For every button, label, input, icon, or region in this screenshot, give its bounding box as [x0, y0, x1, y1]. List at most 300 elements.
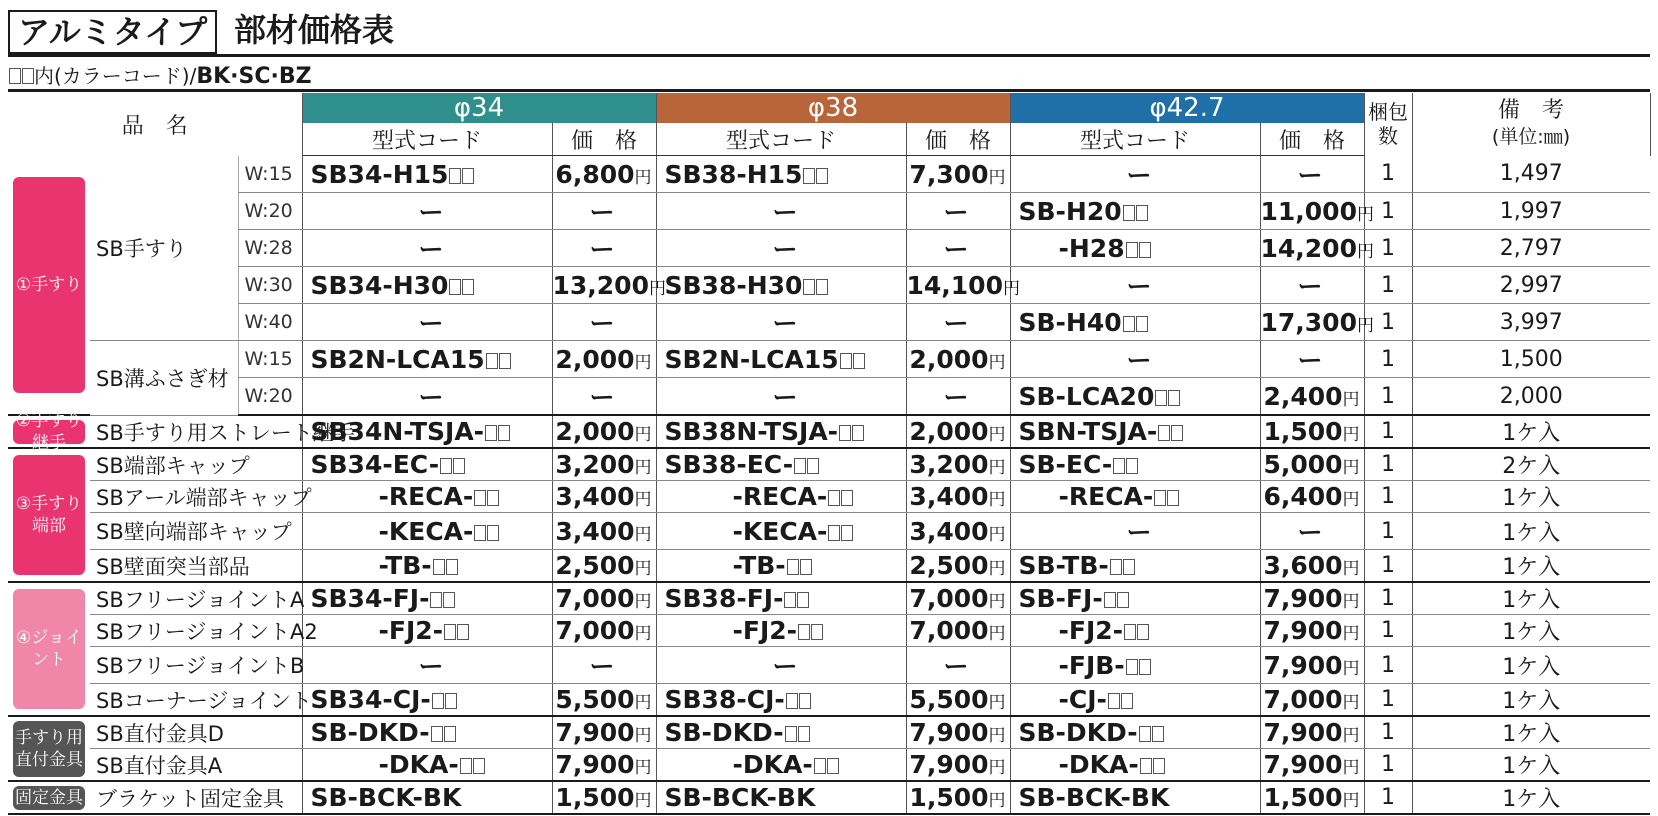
- price-value: 7,900: [555, 718, 635, 747]
- color-placeholder-box: [798, 726, 810, 742]
- model-code-text: SB-LCA20: [1018, 381, 1155, 411]
- category-label-c3: ③手すり端部: [13, 455, 85, 575]
- notes: 1ケ入: [1412, 781, 1650, 814]
- color-code-note: [8, 63, 312, 90]
- model-code-text: -TB-: [378, 551, 432, 580]
- price-42: [1260, 513, 1364, 550]
- model-code-34: [302, 304, 552, 341]
- pack-qty: 1: [1364, 781, 1412, 814]
- pack-qty: 1: [1364, 156, 1412, 193]
- model-code-42: [1010, 749, 1260, 782]
- color-placeholder-box: [487, 490, 499, 506]
- model-code-text: SB-BCK-BK: [310, 783, 462, 812]
- model-code-34: [302, 513, 552, 550]
- price-34: [552, 415, 656, 448]
- color-placeholder-box: [1139, 242, 1151, 258]
- color-placeholder-box: [816, 168, 828, 184]
- price-value: 2,500: [909, 551, 989, 580]
- model-code-text: -RECA-: [378, 482, 474, 511]
- color-placeholder-box: [787, 559, 799, 575]
- width-label: W:15: [238, 156, 302, 193]
- item-name: SB端部キャップ: [90, 448, 302, 481]
- width-label: W:28: [238, 230, 302, 267]
- price-42: [1260, 716, 1364, 749]
- yen-unit: 円: [1342, 726, 1360, 746]
- color-placeholder-box: [811, 624, 823, 640]
- model-code-42: [1010, 615, 1260, 647]
- category-label-c2: ②手すり継手: [13, 420, 85, 444]
- price-38: [906, 156, 1010, 193]
- color-placeholder-box: [1124, 624, 1136, 640]
- notes: 1ケ入: [1412, 550, 1650, 583]
- table-row: [8, 684, 1650, 717]
- price-34: [552, 341, 656, 378]
- notes: 1ケ入: [1412, 716, 1650, 749]
- price-38: [906, 415, 1010, 448]
- model-code-34: [302, 684, 552, 717]
- header-price-42: 価 格: [1260, 124, 1364, 156]
- yen-unit: 円: [988, 167, 1006, 188]
- model-code-text: SB34-H30: [310, 270, 449, 300]
- model-code-text: -KECA-: [732, 516, 828, 546]
- header-code-42: 型式コード: [1010, 124, 1260, 156]
- price-value: ー: [589, 383, 615, 412]
- price-value: ー: [1297, 272, 1323, 301]
- price-value: 7,300: [909, 159, 989, 189]
- yen-unit: 円: [648, 278, 666, 299]
- color-placeholder-box: [1155, 390, 1167, 406]
- yen-unit: 円: [1342, 425, 1360, 445]
- model-code-38: [656, 582, 906, 615]
- item-name: SBフリージョイントB: [90, 647, 302, 684]
- price-value: 7,900: [909, 718, 989, 747]
- model-code-text: ー: [772, 309, 798, 338]
- yen-unit: 円: [1342, 559, 1360, 579]
- model-code-34: [302, 193, 552, 230]
- yen-unit: 円: [1342, 490, 1360, 510]
- color-placeholder-box: [807, 458, 819, 474]
- model-code-text: ー: [418, 652, 444, 681]
- color-placeholder-box: [800, 559, 812, 575]
- price-38: [906, 684, 1010, 717]
- color-placeholder-box: [1113, 458, 1125, 474]
- price-value: 3,400: [909, 482, 989, 511]
- model-code-text: ー: [1126, 346, 1152, 375]
- notes: 2,797: [1412, 230, 1650, 267]
- price-value: ー: [943, 383, 969, 412]
- price-34: [552, 267, 666, 304]
- category-cell: [8, 781, 90, 814]
- model-code-34: [302, 156, 552, 193]
- color-placeholder-box: [853, 353, 865, 369]
- model-code-42: [1010, 341, 1260, 378]
- price-value: 2,000: [909, 417, 989, 446]
- model-code-text: SB34-EC-: [310, 450, 440, 479]
- price-38: [906, 716, 1010, 749]
- model-code-text: SB38-FJ-: [664, 584, 784, 613]
- color-codes: BK·SC·BZ: [196, 64, 312, 89]
- price-42: [1260, 582, 1364, 615]
- notes: 1ケ入: [1412, 647, 1650, 684]
- price-value: ー: [943, 309, 969, 338]
- item-name: SBフリージョイントA: [90, 582, 302, 615]
- color-placeholder-box: [498, 425, 510, 441]
- pack-qty: 1: [1364, 481, 1412, 513]
- model-code-42: [1010, 684, 1260, 717]
- color-placeholder-box: [839, 425, 851, 441]
- model-code-34: [302, 448, 552, 481]
- yen-unit: 円: [634, 352, 652, 373]
- model-code-42: [1010, 481, 1260, 513]
- yen-unit: 円: [634, 592, 652, 612]
- header-pack: 梱包数: [1364, 93, 1412, 156]
- model-code-text: SB34-H15: [310, 159, 449, 189]
- table-row: [8, 647, 1650, 684]
- category-cell: [8, 716, 90, 781]
- price-34: [552, 193, 656, 230]
- category-cell: [8, 156, 90, 416]
- header-notes-label: 備 考: [1498, 98, 1565, 124]
- price-34: [552, 749, 656, 782]
- price-value: 7,000: [909, 616, 989, 645]
- model-code-text: ー: [772, 383, 798, 412]
- price-42: [1260, 684, 1364, 717]
- price-42: [1260, 647, 1364, 684]
- price-38: [906, 378, 1010, 416]
- model-code-text: SB-TB-: [1018, 551, 1109, 580]
- table-row: [8, 415, 1650, 448]
- header-code-34: 型式コード: [302, 124, 552, 156]
- price-value: 17,300: [1260, 307, 1357, 337]
- color-placeholder-box: [444, 726, 456, 742]
- color-placeholder-box: [1153, 758, 1165, 774]
- model-code-34: [302, 716, 552, 749]
- color-placeholder-box: [841, 490, 853, 506]
- price-value: 2,000: [555, 344, 635, 374]
- page-title: 部材価格表: [234, 11, 395, 49]
- category-label-c1: ①手すり: [13, 177, 85, 393]
- model-code-42: [1010, 378, 1260, 416]
- price-38: [906, 481, 1010, 513]
- model-code-text: ー: [418, 309, 444, 338]
- notes: 1,997: [1412, 193, 1650, 230]
- model-code-text: ー: [1126, 518, 1152, 547]
- model-code-text: -DKA-: [378, 750, 459, 779]
- table-row: [8, 481, 1650, 513]
- model-code-34: [302, 582, 552, 615]
- pack-qty: 1: [1364, 415, 1412, 448]
- header-diameter-34: φ34: [302, 93, 656, 124]
- color-placeholder-box: [785, 726, 797, 742]
- model-code-text: -FJ2-: [732, 616, 798, 645]
- color-placeholder-box: [445, 693, 457, 709]
- item-name: SB手すり: [90, 156, 238, 341]
- table-row: [8, 513, 1650, 550]
- model-code-38: [656, 550, 906, 583]
- price-value: ー: [589, 652, 615, 681]
- price-value: 11,000: [1260, 196, 1357, 226]
- model-code-42: [1010, 230, 1260, 267]
- header-price-34: 価 格: [552, 124, 656, 156]
- table-row: [8, 267, 1650, 304]
- price-value: 2,500: [555, 551, 635, 580]
- pack-qty: 1: [1364, 615, 1412, 647]
- model-code-text: SBN-TSJA-: [1018, 417, 1158, 446]
- model-code-text: SB-DKD-: [310, 718, 430, 747]
- price-42: [1260, 156, 1364, 193]
- yen-unit: 円: [1342, 693, 1360, 713]
- price-38: [906, 550, 1010, 583]
- price-value: 1,500: [555, 783, 635, 812]
- color-placeholder-box: [485, 425, 497, 441]
- price-42: [1260, 304, 1374, 341]
- price-38: [906, 513, 1010, 550]
- model-code-42: [1010, 781, 1260, 814]
- yen-unit: 円: [634, 791, 652, 811]
- item-name: SBコーナージョイント: [90, 684, 302, 717]
- notes: 3,997: [1412, 304, 1650, 341]
- pack-qty: 1: [1364, 647, 1412, 684]
- model-code-text: -RECA-: [732, 482, 828, 511]
- price-value: 3,600: [1263, 551, 1343, 580]
- model-code-text: SB-BCK-BK: [664, 783, 816, 812]
- price-value: 2,400: [1263, 381, 1343, 411]
- price-value: 13,200: [552, 270, 649, 300]
- model-code-text: SB2N-LCA15: [664, 344, 839, 374]
- yen-unit: 円: [988, 592, 1006, 612]
- pack-qty: 1: [1364, 304, 1412, 341]
- price-value: 3,400: [909, 516, 989, 546]
- price-38: [906, 448, 1010, 481]
- price-42: [1260, 230, 1374, 267]
- pack-qty: 1: [1364, 716, 1412, 749]
- model-code-42: [1010, 267, 1260, 304]
- color-placeholder-box: [1108, 693, 1120, 709]
- table-row: [8, 550, 1650, 583]
- model-code-text: SB38-H15: [664, 159, 803, 189]
- category-cell: [8, 410, 90, 453]
- model-code-38: [656, 481, 906, 513]
- price-value: 7,000: [555, 616, 635, 645]
- price-34: [552, 684, 656, 717]
- pack-qty: 1: [1364, 448, 1412, 481]
- price-value: 7,900: [555, 750, 635, 779]
- price-value: 7,900: [1263, 750, 1343, 779]
- notes: 1ケ入: [1412, 684, 1650, 717]
- price-value: 14,200: [1260, 233, 1357, 263]
- price-34: [552, 378, 656, 416]
- item-name: SB壁面突当部品: [90, 550, 302, 583]
- color-placeholder-box: [1126, 659, 1138, 675]
- price-42: [1260, 448, 1364, 481]
- price-value: 7,000: [1263, 685, 1343, 714]
- color-placeholder-box: [1140, 758, 1152, 774]
- yen-unit: 円: [634, 458, 652, 478]
- color-placeholder-box: [1136, 205, 1148, 221]
- table-row: [8, 582, 1650, 615]
- model-code-38: [656, 378, 906, 416]
- model-code-text: SB-H40: [1018, 307, 1122, 337]
- color-placeholder-box: [841, 525, 853, 541]
- pack-qty: 1: [1364, 513, 1412, 550]
- price-34: [552, 781, 656, 814]
- yen-unit: 円: [1342, 791, 1360, 811]
- price-value: ー: [943, 198, 969, 227]
- model-code-42: [1010, 647, 1260, 684]
- color-placeholder-box: [827, 758, 839, 774]
- model-code-38: [656, 513, 906, 550]
- model-code-34: [302, 615, 552, 647]
- color-placeholder-box: [460, 758, 472, 774]
- header-notes-unit: (単位:㎜): [1491, 126, 1571, 149]
- item-name: SBフリージョイントA2: [90, 615, 302, 647]
- model-code-38: [656, 647, 906, 684]
- notes: 1,500: [1412, 341, 1650, 378]
- category-label-c5: 手すり用直付金具: [13, 721, 85, 777]
- yen-unit: 円: [1356, 204, 1374, 225]
- width-label: W:30: [238, 267, 302, 304]
- model-code-42: [1010, 448, 1260, 481]
- model-code-text: SB38N-TSJA-: [664, 417, 839, 446]
- category-cell: [8, 582, 90, 716]
- color-placeholder-box: [799, 693, 811, 709]
- table-row: [8, 716, 1650, 749]
- yen-unit: 円: [1342, 458, 1360, 478]
- header-diameter-42: φ42.7: [1010, 93, 1364, 124]
- model-code-38: [656, 267, 906, 304]
- model-code-38: [656, 749, 906, 782]
- price-value: ー: [589, 235, 615, 264]
- price-34: [552, 550, 656, 583]
- model-code-38: [656, 615, 906, 647]
- color-placeholder-box: [446, 559, 458, 575]
- price-42: [1260, 341, 1364, 378]
- model-code-text: -FJ2-: [378, 616, 444, 645]
- price-38: [906, 781, 1010, 814]
- color-placeholder-box: [1126, 458, 1138, 474]
- yen-unit: 円: [634, 624, 652, 644]
- color-placeholder-box: [794, 458, 806, 474]
- yen-unit: 円: [1342, 389, 1360, 410]
- yen-unit: 円: [1002, 278, 1020, 299]
- width-label: W:20: [238, 193, 302, 230]
- price-38: [906, 267, 1020, 304]
- color-placeholder-box: [803, 279, 815, 295]
- model-code-text: SB-BCK-BK: [1018, 783, 1170, 812]
- notes: 1ケ入: [1412, 749, 1650, 782]
- price-value: 1,500: [1263, 417, 1343, 446]
- model-code-text: ー: [772, 652, 798, 681]
- color-placeholder-box: [784, 592, 796, 608]
- price-value: ー: [1297, 346, 1323, 375]
- color-placeholder-box: [1168, 390, 1180, 406]
- color-placeholder-box: [449, 279, 461, 295]
- price-value: 2,000: [555, 417, 635, 446]
- price-38: [906, 615, 1010, 647]
- price-34: [552, 304, 656, 341]
- color-placeholder-box: [457, 624, 469, 640]
- model-code-38: [656, 304, 906, 341]
- model-code-42: [1010, 550, 1260, 583]
- pack-qty: 1: [1364, 267, 1412, 304]
- color-placeholder-box: [431, 726, 443, 742]
- color-placeholder-box: [828, 490, 840, 506]
- price-34: [552, 448, 656, 481]
- model-code-38: [656, 341, 906, 378]
- color-placeholder-box: [473, 758, 485, 774]
- model-code-38: [656, 415, 906, 448]
- model-code-text: ー: [418, 198, 444, 227]
- notes: 1ケ入: [1412, 481, 1650, 513]
- table-row: [8, 378, 1650, 416]
- model-code-text: SB34N-TSJA-: [310, 417, 485, 446]
- color-placeholder-box: [1158, 425, 1170, 441]
- price-34: [552, 513, 656, 550]
- price-34: [552, 615, 656, 647]
- notes: 2,000: [1412, 378, 1650, 416]
- model-code-text: SB2N-LCA15: [310, 344, 485, 374]
- model-code-text: SB-EC-: [1018, 450, 1113, 479]
- color-placeholder-box: [1110, 559, 1122, 575]
- pack-qty: 1: [1364, 341, 1412, 378]
- model-code-text: -RECA-: [1058, 482, 1154, 511]
- model-code-34: [302, 647, 552, 684]
- yen-unit: 円: [1356, 315, 1374, 336]
- model-code-text: ー: [772, 235, 798, 264]
- width-label: W:15: [238, 341, 302, 378]
- price-value: 7,000: [555, 584, 635, 613]
- price-value: 7,900: [909, 750, 989, 779]
- color-placeholder-box: [1167, 490, 1179, 506]
- yen-unit: 円: [988, 693, 1006, 713]
- yen-unit: 円: [988, 791, 1006, 811]
- price-38: [906, 341, 1010, 378]
- color-placeholder-box: [474, 525, 486, 541]
- item-name: SB手すり用ストレート継手: [90, 415, 302, 448]
- color-placeholder-box: [444, 624, 456, 640]
- color-placeholder-box: [22, 68, 34, 84]
- price-42: [1260, 615, 1364, 647]
- yen-unit: 円: [988, 559, 1006, 579]
- model-code-text: -FJB-: [1058, 650, 1125, 680]
- price-value: 7,900: [1263, 718, 1343, 747]
- color-placeholder-box: [1154, 490, 1166, 506]
- yen-unit: 円: [1356, 241, 1374, 262]
- yen-unit: 円: [634, 726, 652, 746]
- price-value: 3,200: [555, 450, 635, 479]
- price-38: [906, 582, 1010, 615]
- yen-unit: 円: [1342, 658, 1360, 679]
- color-placeholder-box: [443, 592, 455, 608]
- price-value: ー: [589, 309, 615, 338]
- header-code-38: 型式コード: [656, 124, 906, 156]
- category-label-c6: 固定金具: [15, 787, 83, 808]
- yen-unit: 円: [1342, 758, 1360, 778]
- color-placeholder-box: [432, 693, 444, 709]
- yen-unit: 円: [634, 693, 652, 713]
- price-34: [552, 481, 656, 513]
- color-placeholder-box: [449, 168, 461, 184]
- item-name: ブラケット固定金具: [90, 781, 302, 814]
- table-top-rule: [8, 89, 1650, 92]
- model-code-38: [656, 781, 906, 814]
- price-value: 7,900: [1263, 584, 1343, 613]
- model-code-text: -TB-: [732, 551, 786, 580]
- color-placeholder-box: [828, 525, 840, 541]
- yen-unit: 円: [1342, 592, 1360, 612]
- price-42: [1260, 550, 1364, 583]
- price-value: ー: [943, 652, 969, 681]
